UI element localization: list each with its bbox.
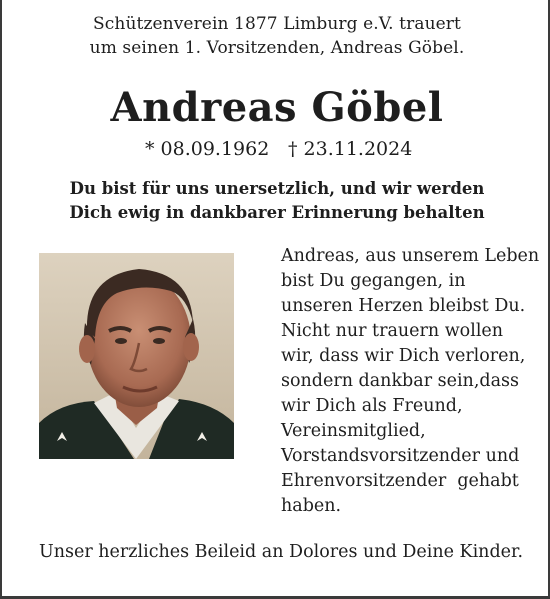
poem-line: wir Dich als Freund, bbox=[281, 396, 463, 416]
intro-line-1: Schützenverein 1877 Limburg e.V. trauert bbox=[93, 14, 461, 34]
poem-line: bist Du gegangen, in bbox=[281, 271, 466, 291]
death-date: † 23.11.2024 bbox=[288, 138, 413, 160]
poem-line: Ehrenvorsitzender gehabt bbox=[281, 471, 519, 491]
portrait-photo bbox=[39, 253, 234, 459]
deceased-name: Andreas Göbel bbox=[110, 84, 444, 131]
condolence-text: Unser herzliches Beileid an Dolores und Deine Kinder. bbox=[39, 542, 524, 562]
poem-line: sondern dankbar sein,dass bbox=[281, 371, 519, 391]
poem-line: haben. bbox=[281, 496, 342, 516]
portrait-illustration bbox=[39, 253, 234, 459]
motto-line-1: Du bist für uns unersetzlich, und wir werden bbox=[69, 179, 485, 198]
poem-line: Vorstandsvorsitzender und bbox=[281, 446, 520, 466]
birth-date: * 08.09.1962 bbox=[145, 138, 270, 160]
intro-line-2: um seinen 1. Vorsitzenden, Andreas Göbel. bbox=[89, 38, 465, 58]
poem-line: unseren Herzen bleibst Du. bbox=[281, 296, 526, 316]
motto-line-2: Dich ewig in dankbarer Erinnerung behalten bbox=[69, 203, 485, 222]
poem-line: Nicht nur trauern wollen bbox=[281, 321, 504, 341]
poem-line: wir, dass wir Dich verloren, bbox=[281, 346, 526, 366]
poem-line: Andreas, aus unserem Leben bbox=[281, 246, 540, 266]
poem-line: Vereinsmitglied, bbox=[281, 421, 426, 441]
